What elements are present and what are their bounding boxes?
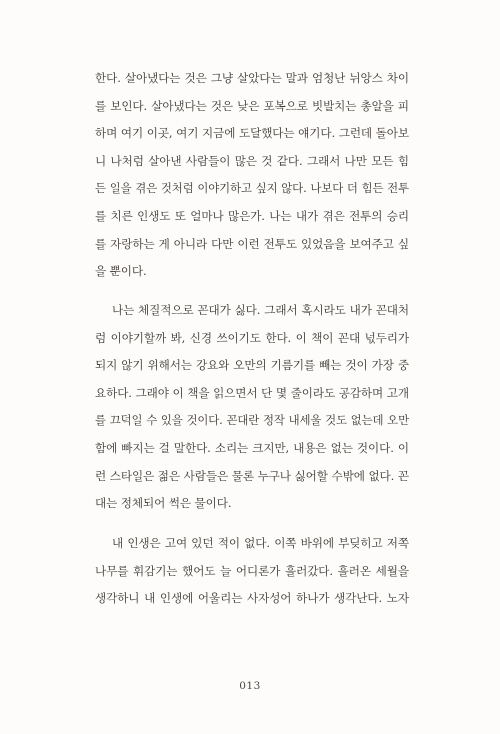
text-line: 함에 빠지는 걸 말한다. 소리는 크지만, 내용은 없는 것이다. 이 xyxy=(95,440,409,455)
text-line: 든 일을 겪은 것처럼 이야기하고 싶지 않다. 나보다 더 힘든 전투 xyxy=(95,181,409,196)
text-line: 되지 않기 위해서는 강요와 오만의 기름기를 빼는 것이 가장 중 xyxy=(95,358,409,373)
text-line: 하며 여기 이곳, 여기 지금에 도달했다는 얘기다. 그런데 돌아보 xyxy=(95,126,409,141)
paragraph-3 xyxy=(95,530,409,613)
text-line: 나는 체질적으로 꼰대가 싫다. 그래서 혹시라도 내가 꼰대처 xyxy=(112,303,409,317)
text-line: 런 스타일은 젊은 사람들은 물론 누구나 싫어할 수밖에 없다. 꼰 xyxy=(95,468,409,483)
text-line: 요하다. 그래야 이 책을 읽으면서 단 몇 줄이라도 공감하며 고개 xyxy=(95,385,409,400)
text-line: 럼 이야기할까 봐, 신경 쓰이기도 한다. 이 책이 꼰대 넋두리가 xyxy=(95,330,409,345)
text-line: 한다. 살아냈다는 것은 그냥 살았다는 말과 엄청난 뉘앙스 차이 xyxy=(95,71,409,85)
text-line: 나무를 휘감기는 했어도 늘 어디론가 흘러갔다. 흘러온 세월을 xyxy=(95,563,409,578)
text-line: 를 보인다. 살아냈다는 것은 낮은 포복으로 빗발치는 총알을 피 xyxy=(95,98,409,113)
page-number: 013 xyxy=(239,680,261,692)
text-line: 생각하니 내 인생에 어울리는 사자성어 하나가 생각난다. 노자 xyxy=(95,591,409,606)
text-line: 내 인생은 고여 있던 적이 없다. 이쪽 바위에 부딪히고 저쪽 xyxy=(112,536,409,550)
text-line: 를 치른 인생도 또 얼마나 많은가. 나는 내가 겪은 전투의 승리 xyxy=(95,208,409,223)
paragraph-2 xyxy=(95,297,409,518)
text-line: 을 뿐이다. xyxy=(95,264,147,279)
paragraph-1 xyxy=(95,65,409,286)
text-line: 를 끄덕일 수 있을 것이다. 꼰대란 정작 내세울 것도 없는데 오만 xyxy=(95,413,409,428)
text-line: 를 자랑하는 게 아니라 다만 이런 전투도 있었음을 보여주고 싶 xyxy=(95,236,409,251)
text-line: 니 나처럼 살아낸 사람들이 많은 것 같다. 그래서 나만 모든 힘 xyxy=(95,153,409,168)
text-line: 대는 정체되어 썩은 물이다. xyxy=(95,496,232,511)
